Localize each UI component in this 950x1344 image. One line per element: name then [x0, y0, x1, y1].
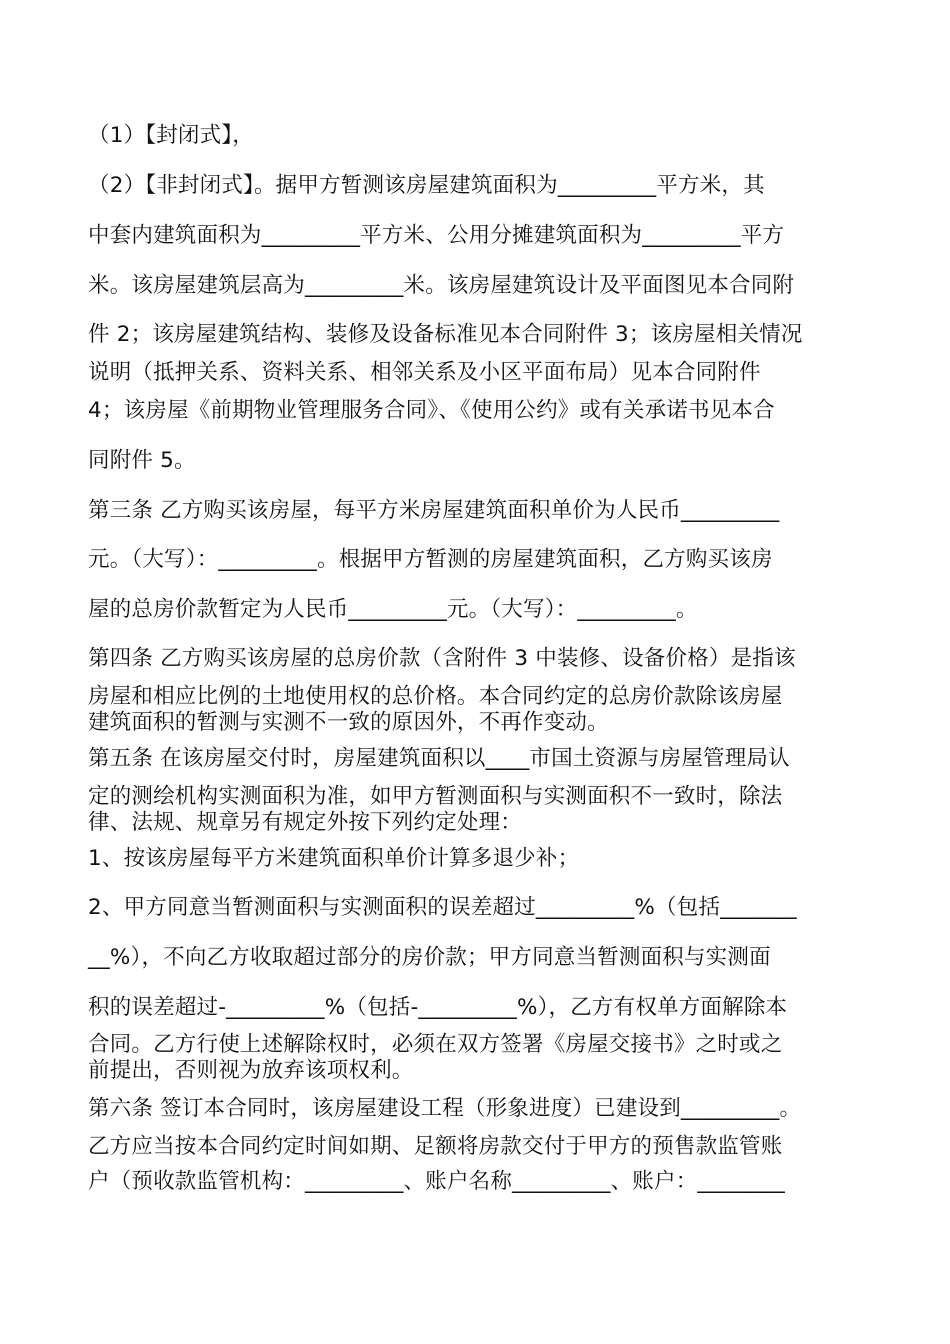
text-line-11: 屋的总房价款暂定为人民币_________元。（大写）：_________。 [88, 597, 698, 622]
text-line-6: 说明（抵押关系、资料关系、相邻关系及小区平面布局）见本合同附件 [88, 360, 761, 385]
text-line-2: （2）【非封闭式】。据甲方暂测该房屋建筑面积为_________平方米，其 [88, 173, 765, 198]
text-line-5: 件 2；该房屋建筑结构、装修及设备标准见本合同附件 3；该房屋相关情况 [88, 322, 803, 347]
text-line-1: （1）【封闭式】， [88, 123, 254, 148]
text-line-18: 1、按该房屋每平方米建筑面积单价计算多退少补； [88, 846, 580, 871]
text-line-19: 2、甲方同意当暂测面积与实测面积的误差超过_________%（包括_______ [88, 895, 797, 920]
text-line-3: 中套内建筑面积为_________平方米、公用分摊建筑面积为_________平方 [88, 223, 785, 248]
text-line-23: 前提出，否则视为放弃该项权利。 [88, 1058, 414, 1083]
text-line-10: 元。（大写）：_________。根据甲方暂测的房屋建筑面积，乙方购买该房 [88, 547, 773, 572]
text-line-24: 第六条 签订本合同时，该房屋建设工程（形象进度）已建设到_________。 [88, 1096, 802, 1121]
text-line-26: 户（预收款监管机构：_________、账户名称_________、账户：________ [88, 1169, 786, 1194]
text-line-16: 定的测绘机构实测面积为准，如甲方暂测面积与实测面积不一致时，除法 [88, 784, 783, 809]
text-line-8: 同附件 5。 [88, 448, 196, 473]
text-line-14: 建筑面积的暂测与实测不一致的原因外，不再作变动。 [88, 710, 609, 735]
text-line-13: 房屋和相应比例的土地使用权的总价格。本合同约定的总房价款除该房屋 [88, 684, 783, 709]
text-line-7: 4；该房屋《前期物业管理服务合同》、《使用公约》或有关承诺书见本合 [88, 398, 775, 423]
text-line-20: __%），不向乙方收取超过部分的房价款；甲方同意当暂测面积与实测面 [88, 945, 771, 970]
text-line-9: 第三条 乙方购买该房屋，每平方米房屋建筑面积单价为人民币_________ [88, 498, 780, 523]
text-line-22: 合同。乙方行使上述解除权时，必须在双方签署《房屋交接书》之时或之 [88, 1032, 783, 1057]
text-line-21: 积的误差超过-_________%（包括-_________%），乙方有权单方面解除本 [88, 995, 788, 1020]
text-line-12: 第四条 乙方购买该房屋的总房价款（含附件 3 中装修、设备价格）是指该 [88, 646, 796, 671]
text-line-4: 米。该房屋建筑层高为_________米。该房屋建筑设计及平面图见本合同附 [88, 273, 795, 298]
text-line-25: 乙方应当按本合同约定时间如期、足额将房款交付于甲方的预售款监管账 [88, 1134, 783, 1159]
text-line-15: 第五条 在该房屋交付时，房屋建筑面积以____市国土资源与房屋管理局认 [88, 746, 790, 771]
text-line-17: 律、法规、规章另有规定外按下列约定处理： [88, 810, 523, 835]
